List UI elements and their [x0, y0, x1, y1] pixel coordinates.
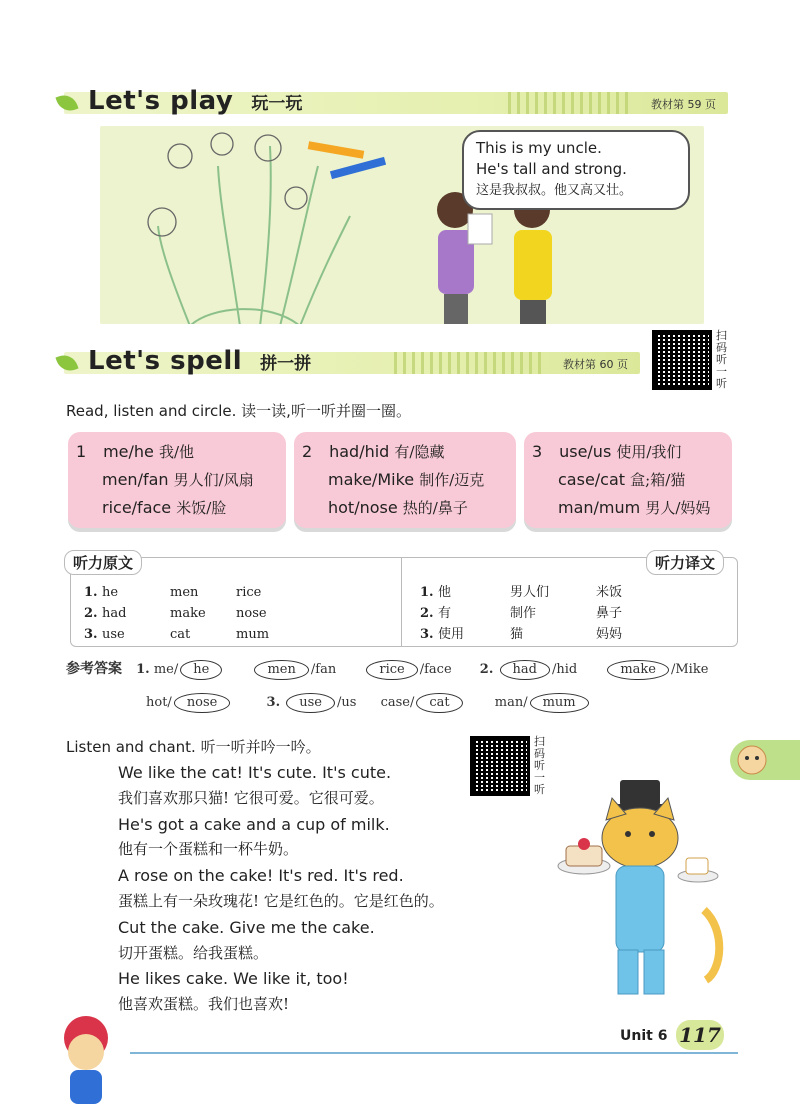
page-reference: 教材第 59 页 — [651, 98, 716, 111]
answer-circle: use — [286, 693, 335, 713]
card-en: case/cat — [558, 470, 626, 489]
row-num: 3. — [84, 627, 98, 642]
answer-text: me/ — [153, 662, 179, 677]
spell-card-1 — [68, 432, 286, 528]
card-number: 1 — [76, 442, 87, 461]
word: 制作 — [510, 606, 537, 621]
unit-label: Unit 6 — [620, 1028, 668, 1044]
section-subtitle: 拼一拼 — [260, 353, 312, 374]
header-dashes — [508, 92, 628, 114]
section-header-lets-play — [64, 86, 728, 116]
card-row — [302, 438, 508, 466]
section-header-lets-spell — [64, 346, 640, 376]
qr-label: 扫码听一听 — [716, 329, 727, 390]
card-cn: 米饭/脸 — [176, 499, 227, 517]
answer-circle: men — [254, 660, 308, 680]
answer-circle: rice — [366, 660, 417, 680]
card-cn: 男人们/风扇 — [173, 471, 254, 489]
card-number: 3 — [532, 442, 543, 461]
card-row — [532, 438, 724, 466]
footer-rule — [130, 1052, 738, 1054]
word: nose — [236, 606, 267, 621]
word: 鼻子 — [596, 606, 623, 621]
answers-row-1 — [66, 658, 708, 680]
chant-line: 他喜欢蛋糕。我们也喜欢! — [118, 995, 290, 1014]
word: 猫 — [510, 627, 524, 642]
card-cn: 热的/鼻子 — [402, 499, 468, 517]
chant-line: Cut the cake. Give me the cake. — [118, 917, 375, 937]
chant-instruction: Listen and chant. 听一听并吟一吟。 — [66, 738, 321, 756]
answer-num: 1. — [136, 662, 150, 677]
answer-num: 2. — [479, 662, 494, 677]
card-cn: 盒;箱/猫 — [630, 471, 686, 489]
card-en: make/Mike — [328, 470, 415, 489]
word: 使用 — [438, 627, 465, 642]
card-en: had/hid — [329, 442, 390, 461]
transcript-row — [420, 603, 622, 624]
answer-circle: make — [607, 660, 669, 680]
chant-line: He likes cake. We like it, too! — [118, 969, 349, 989]
row-num: 2. — [84, 606, 98, 621]
answer-text: /face — [419, 662, 452, 677]
page-number: 117 — [676, 1020, 724, 1050]
transcript-label-original: 听力原文 — [64, 550, 142, 575]
card-en: man/mum — [558, 498, 641, 517]
word: cat — [170, 627, 191, 642]
answer-circle: he — [180, 660, 222, 680]
answer-text: /us — [337, 695, 357, 710]
chant-line: A rose on the cake! It's red. It's red. — [118, 866, 404, 886]
spell-card-3 — [524, 432, 732, 528]
word: rice — [236, 585, 262, 600]
card-en: rice/face — [102, 498, 172, 517]
row-num: 1. — [84, 585, 98, 600]
speech-line-3: 这是我叔叔。他又高又壮。 — [476, 183, 633, 198]
word: 妈妈 — [596, 627, 623, 642]
spell-card-2 — [294, 432, 516, 528]
section-title: Let's spell — [88, 346, 243, 376]
row-num: 3. — [420, 627, 434, 642]
card-row — [532, 466, 724, 494]
chant-line: 切开蛋糕。给我蛋糕。 — [118, 943, 269, 962]
speech-bubble — [462, 130, 690, 210]
word: he — [102, 585, 119, 600]
card-number: 2 — [302, 442, 313, 461]
transcript-label-translation: 听力译文 — [646, 550, 724, 575]
qr-code-icon[interactable] — [470, 736, 530, 796]
word: mum — [236, 627, 270, 642]
header-dashes — [394, 352, 544, 374]
answers-label: 参考答案 — [66, 661, 122, 677]
answer-text: /fan — [310, 662, 337, 677]
card-cn: 我/他 — [159, 443, 195, 461]
speech-line-2: He's tall and strong. — [476, 160, 627, 178]
transcript-chinese — [420, 582, 622, 645]
row-num: 2. — [420, 606, 434, 621]
answer-text: hot/ — [146, 695, 172, 710]
answers-row-2 — [146, 693, 591, 713]
chant-text — [118, 760, 444, 1018]
card-row — [532, 494, 724, 522]
answer-circle: had — [500, 660, 550, 680]
transcript-english — [84, 582, 269, 645]
page-reference: 教材第 60 页 — [563, 358, 628, 371]
chant-line: 蛋糕上有一朵玫瑰花! 它是红色的。它是红色的。 — [118, 891, 444, 910]
chant-line: 他有一个蛋糕和一杯牛奶。 — [118, 840, 299, 859]
card-en: use/us — [559, 442, 612, 461]
chant-line: He's got a cake and a cup of milk. — [118, 814, 390, 834]
transcript-row — [84, 582, 269, 603]
cat-waiter-illustration — [556, 780, 726, 1006]
word: 男人们 — [510, 585, 550, 600]
card-en: hot/nose — [328, 498, 398, 517]
transcript-row — [420, 582, 622, 603]
card-cn: 男人/妈妈 — [645, 499, 711, 517]
answer-text: /Mike — [670, 662, 709, 677]
card-cn: 有/隐藏 — [394, 443, 445, 461]
qr-label: 扫码听一听 — [534, 735, 545, 796]
card-row — [76, 438, 278, 466]
transcript-row — [84, 624, 269, 645]
answer-text: man/ — [494, 695, 528, 710]
row-num: 1. — [420, 585, 434, 600]
card-cn: 使用/我们 — [616, 443, 682, 461]
transcript-row — [420, 624, 622, 645]
illustration-panel — [100, 126, 704, 324]
qr-code-icon[interactable] — [652, 330, 712, 390]
card-cn: 制作/迈克 — [419, 471, 485, 489]
section-subtitle: 玩一玩 — [251, 93, 303, 114]
card-row — [302, 494, 508, 522]
card-row — [76, 466, 278, 494]
chant-line: 我们喜欢那只猫! 它很可爱。它很可爱。 — [118, 788, 384, 807]
answer-text: /hid — [551, 662, 578, 677]
mascot-face-icon — [734, 742, 770, 778]
section-title: Let's play — [88, 86, 234, 116]
transcript-divider — [401, 558, 402, 646]
transcript-row — [84, 603, 269, 624]
answer-circle: nose — [174, 693, 231, 713]
card-en: men/fan — [102, 470, 169, 489]
word: 他 — [438, 585, 452, 600]
card-row — [302, 466, 508, 494]
word: men — [170, 585, 199, 600]
answer-text: case/ — [380, 695, 415, 710]
word: 米饭 — [596, 585, 623, 600]
answer-num: 3. — [266, 695, 281, 710]
answer-circle: mum — [530, 693, 589, 713]
speech-line-1: This is my uncle. — [476, 139, 602, 157]
card-en: me/he — [103, 442, 154, 461]
answer-circle: cat — [416, 693, 462, 713]
word: make — [170, 606, 206, 621]
mascot-illustration — [56, 1012, 116, 1108]
read-listen-instruction: Read, listen and circle. 读一读,听一听并圈一圈。 — [66, 402, 411, 420]
word: 有 — [438, 606, 452, 621]
card-row — [76, 494, 278, 522]
chant-line: We like the cat! It's cute. It's cute. — [118, 763, 392, 782]
word: use — [102, 627, 125, 642]
word: had — [102, 606, 127, 621]
side-tab — [730, 740, 800, 780]
